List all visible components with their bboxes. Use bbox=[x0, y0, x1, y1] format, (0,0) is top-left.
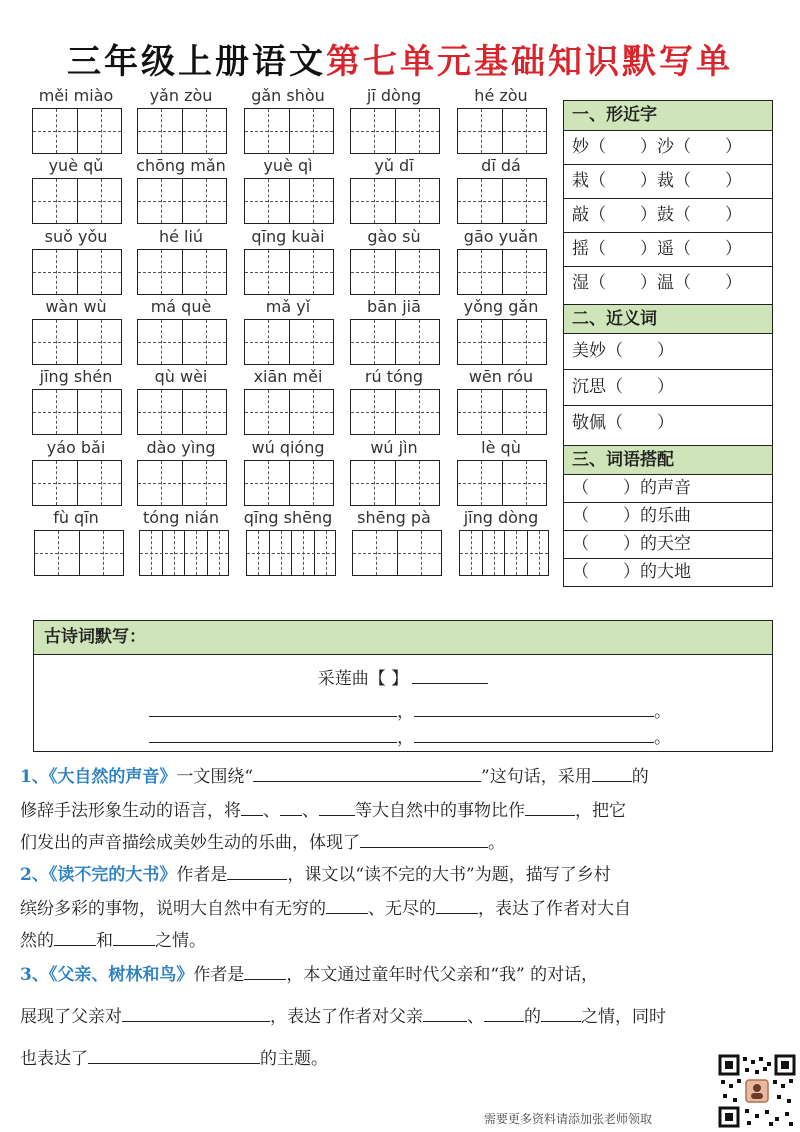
poem-line-2 bbox=[149, 723, 671, 748]
writing-box[interactable] bbox=[137, 108, 227, 154]
answer-blank[interactable] bbox=[360, 830, 488, 848]
writing-box[interactable] bbox=[457, 460, 547, 506]
pinyin-label: dào yìng bbox=[146, 438, 216, 457]
pinyin-label: yǒng gǎn bbox=[463, 297, 539, 316]
page-title bbox=[0, 34, 800, 83]
writing-box[interactable] bbox=[137, 460, 227, 506]
box-guide-horizontal bbox=[138, 201, 226, 202]
question-2-title: 2、《读不完的大书》 bbox=[20, 865, 177, 885]
box-guide-horizontal bbox=[458, 272, 546, 273]
writing-box[interactable] bbox=[137, 389, 227, 435]
q-text: 作者是 bbox=[176, 865, 228, 885]
q-text: 缤纷多彩的事物，说明大自然中有无穷的 bbox=[20, 899, 326, 919]
writing-box[interactable] bbox=[457, 108, 547, 154]
q-text: 也表达了 bbox=[20, 1049, 88, 1069]
box-guide-horizontal bbox=[140, 553, 228, 554]
box-guide-horizontal bbox=[351, 131, 439, 132]
box-guide-horizontal bbox=[247, 553, 335, 554]
section-jinyi-header: 二、近义词 bbox=[564, 304, 772, 334]
writing-box[interactable] bbox=[32, 319, 122, 365]
writing-box[interactable] bbox=[244, 460, 334, 506]
writing-box[interactable] bbox=[352, 530, 442, 576]
writing-box[interactable] bbox=[457, 389, 547, 435]
writing-box[interactable] bbox=[32, 178, 122, 224]
dapei-row[interactable]: （ ）的声音 bbox=[564, 475, 772, 503]
answer-blank[interactable] bbox=[423, 1004, 467, 1022]
box-guide-horizontal bbox=[351, 272, 439, 273]
q-text: 展现了父亲对 bbox=[20, 1007, 122, 1027]
q-text: ”这句话，采用 bbox=[481, 767, 592, 787]
box-guide-horizontal bbox=[33, 201, 121, 202]
box-guide-horizontal bbox=[33, 412, 121, 413]
question-2-line-2 bbox=[20, 892, 790, 926]
jinyi-row[interactable]: 沉思（ ） bbox=[564, 370, 772, 406]
pinyin-label: bān jiā bbox=[367, 297, 421, 316]
box-guide-horizontal bbox=[458, 342, 546, 343]
box-guide-horizontal bbox=[245, 131, 333, 132]
box-guide-horizontal bbox=[458, 483, 546, 484]
box-guide-horizontal bbox=[33, 272, 121, 273]
writing-box[interactable] bbox=[244, 108, 334, 154]
xingjin-row[interactable]: 摇（ ）遥（ ） bbox=[564, 233, 772, 267]
q-text: 和 bbox=[96, 931, 113, 951]
writing-box[interactable] bbox=[246, 530, 336, 576]
answer-blank[interactable] bbox=[88, 1046, 260, 1064]
pinyin-label: wú qióng bbox=[251, 438, 325, 457]
answer-blank[interactable] bbox=[592, 764, 632, 782]
box-guide-horizontal bbox=[245, 342, 333, 343]
writing-box[interactable] bbox=[137, 178, 227, 224]
pinyin-label: yǔ dī bbox=[374, 156, 414, 175]
writing-box[interactable] bbox=[244, 249, 334, 295]
pinyin-label: tóng nián bbox=[143, 508, 219, 527]
pinyin-label: lè qù bbox=[481, 438, 521, 457]
answer-blank[interactable] bbox=[319, 798, 355, 816]
answer-blank[interactable] bbox=[241, 798, 263, 816]
answer-blank[interactable] bbox=[484, 1004, 524, 1022]
xingjin-row[interactable]: 妙（ ）沙（ ） bbox=[564, 131, 772, 165]
q-text: 然的 bbox=[20, 931, 54, 951]
pinyin-label: qù wèi bbox=[154, 367, 208, 386]
poem-period: 。 bbox=[654, 702, 671, 722]
pinyin-writing-grid bbox=[28, 86, 558, 591]
q-text: 之情，同时 bbox=[581, 1007, 666, 1027]
poem-title bbox=[34, 664, 772, 689]
q-text: 的 bbox=[631, 767, 649, 787]
question-3-line-1 bbox=[20, 958, 790, 992]
q-text: 一文围绕“ bbox=[176, 767, 254, 787]
question-3-title: 3、《父亲、树林和鸟》 bbox=[20, 965, 194, 985]
q-text: 的 bbox=[524, 1007, 541, 1027]
q-text: 修辞手法形象生动的语言，将 bbox=[20, 801, 241, 821]
writing-box[interactable] bbox=[457, 319, 547, 365]
pinyin-label: hé zòu bbox=[474, 86, 528, 105]
answer-blank[interactable] bbox=[525, 798, 575, 816]
writing-box[interactable] bbox=[244, 178, 334, 224]
q-text: 、 bbox=[302, 801, 319, 821]
box-guide-horizontal bbox=[245, 483, 333, 484]
pinyin-label: hé liú bbox=[158, 227, 204, 246]
q-text: ，表达了作者对父亲 bbox=[270, 1007, 423, 1027]
q-text: 等大自然中的事物比作 bbox=[355, 801, 525, 821]
answer-blank[interactable] bbox=[113, 928, 155, 946]
box-guide-horizontal bbox=[351, 342, 439, 343]
poem-comma: ， bbox=[397, 702, 414, 722]
pinyin-label: má què bbox=[150, 297, 212, 316]
writing-box[interactable] bbox=[244, 389, 334, 435]
poem-blank[interactable] bbox=[414, 699, 654, 717]
q-text: 。 bbox=[488, 833, 505, 853]
answer-blank[interactable] bbox=[54, 928, 96, 946]
pinyin-label: jīng dòng bbox=[463, 508, 539, 527]
box-guide-horizontal bbox=[33, 131, 121, 132]
q-text: ，本文通过童年时代父亲和“我” 的对话， bbox=[286, 965, 599, 985]
q-text: 之情。 bbox=[155, 931, 206, 951]
answer-blank[interactable] bbox=[227, 862, 287, 880]
pinyin-label: jīng shén bbox=[39, 367, 113, 386]
writing-box[interactable] bbox=[32, 389, 122, 435]
pinyin-label: yuè qǔ bbox=[48, 156, 104, 175]
writing-box[interactable] bbox=[32, 108, 122, 154]
section-xingjin-header: 一、形近字 bbox=[564, 101, 772, 131]
q-text: ，课文以“读不完的大书”为题，描写了乡村 bbox=[287, 865, 611, 885]
box-guide-horizontal bbox=[138, 412, 226, 413]
q-text: ，表达了作者对大自 bbox=[478, 899, 631, 919]
answer-blank[interactable] bbox=[326, 896, 368, 914]
question-1-title: 1、《大自然的声音》 bbox=[20, 767, 177, 787]
writing-box[interactable] bbox=[139, 530, 229, 576]
pinyin-label: rú tóng bbox=[364, 367, 424, 386]
poem-comma: ， bbox=[397, 728, 414, 748]
box-guide-horizontal bbox=[245, 272, 333, 273]
pinyin-label: yáo bǎi bbox=[46, 438, 106, 457]
box-guide-horizontal bbox=[351, 483, 439, 484]
box-guide-horizontal bbox=[138, 483, 226, 484]
box-guide-horizontal bbox=[138, 272, 226, 273]
writing-box[interactable] bbox=[32, 249, 122, 295]
pinyin-label: shēng pà bbox=[357, 508, 431, 527]
pinyin-label: yuè qì bbox=[263, 156, 313, 175]
writing-box[interactable] bbox=[350, 249, 440, 295]
answer-blank[interactable] bbox=[244, 962, 286, 980]
pinyin-label: fù qīn bbox=[53, 508, 99, 527]
box-guide-horizontal bbox=[460, 553, 548, 554]
xingjin-row[interactable]: 栽（ ）裁（ ） bbox=[564, 165, 772, 199]
writing-box[interactable] bbox=[459, 530, 549, 576]
xingjin-row[interactable]: 敲（ ）鼓（ ） bbox=[564, 199, 772, 233]
box-guide-horizontal bbox=[351, 201, 439, 202]
box-guide-horizontal bbox=[33, 483, 121, 484]
box-guide-horizontal bbox=[245, 201, 333, 202]
xingjin-row[interactable]: 湿（ ）温（ ） bbox=[572, 273, 742, 293]
q-text: 、 bbox=[467, 1007, 484, 1027]
pinyin-label: měi miào bbox=[38, 86, 114, 105]
writing-box[interactable] bbox=[350, 108, 440, 154]
question-1-line-1 bbox=[20, 760, 790, 794]
qr-code-icon bbox=[718, 1054, 796, 1128]
question-1-line-3 bbox=[20, 826, 790, 860]
writing-box[interactable] bbox=[32, 460, 122, 506]
pinyin-label: xiān měi bbox=[253, 367, 323, 386]
pinyin-label: qīng kuài bbox=[251, 227, 325, 246]
footer-note: 需要更多资料请添加张老师领取 bbox=[484, 1112, 653, 1126]
question-2-line-3 bbox=[20, 924, 790, 958]
poem-blank[interactable] bbox=[149, 699, 397, 717]
poem-section bbox=[33, 620, 773, 752]
writing-box[interactable] bbox=[350, 319, 440, 365]
poem-period: 。 bbox=[654, 728, 671, 748]
answer-blank[interactable] bbox=[436, 896, 478, 914]
poem-line-1 bbox=[149, 697, 671, 722]
q-text: 作者是 bbox=[193, 965, 245, 985]
box-guide-horizontal bbox=[351, 412, 439, 413]
q-text: 的主题。 bbox=[260, 1049, 328, 1069]
pinyin-label: gǎn shòu bbox=[251, 86, 325, 105]
writing-box[interactable] bbox=[350, 178, 440, 224]
pinyin-label: chōng mǎn bbox=[136, 156, 226, 175]
poem-title-text: 采莲曲【 】 bbox=[317, 669, 409, 689]
answer-blank[interactable] bbox=[280, 798, 302, 816]
question-1-line-2 bbox=[20, 794, 790, 828]
box-guide-horizontal bbox=[138, 131, 226, 132]
pinyin-label: gāo yuǎn bbox=[463, 227, 539, 246]
pinyin-label: mǎ yǐ bbox=[265, 297, 311, 316]
question-3-line-3 bbox=[20, 1042, 790, 1076]
q-text: 、无尽的 bbox=[368, 899, 436, 919]
writing-box[interactable] bbox=[350, 460, 440, 506]
pinyin-label: wú jìn bbox=[370, 438, 418, 457]
box-guide-horizontal bbox=[458, 412, 546, 413]
box-guide-horizontal bbox=[458, 201, 546, 202]
question-2-line-1 bbox=[20, 858, 790, 892]
writing-box[interactable] bbox=[137, 249, 227, 295]
writing-box[interactable] bbox=[244, 319, 334, 365]
q-text: ，把它 bbox=[575, 801, 626, 821]
pinyin-label: yǎn zòu bbox=[149, 86, 213, 105]
box-guide-horizontal bbox=[353, 553, 441, 554]
pinyin-label: wàn wù bbox=[45, 297, 107, 316]
writing-box[interactable] bbox=[137, 319, 227, 365]
poem-header: 古诗词默写： bbox=[34, 621, 772, 655]
pinyin-label: qīng shēng bbox=[243, 508, 333, 527]
poem-author-blank[interactable] bbox=[412, 666, 488, 684]
box-guide-horizontal bbox=[458, 131, 546, 132]
box-guide-horizontal bbox=[33, 342, 121, 343]
jinyi-row[interactable]: 敬佩（ ） bbox=[572, 413, 674, 433]
section-dapei-header: 三、词语搭配 bbox=[564, 445, 772, 475]
writing-box[interactable] bbox=[457, 249, 547, 295]
writing-box[interactable] bbox=[457, 178, 547, 224]
title-black: 三年级上册语文 bbox=[67, 42, 326, 82]
answer-blank[interactable] bbox=[253, 764, 481, 782]
box-guide-horizontal bbox=[138, 342, 226, 343]
writing-box[interactable] bbox=[34, 530, 124, 576]
pinyin-label: jī dòng bbox=[366, 86, 422, 105]
pinyin-label: suǒ yǒu bbox=[44, 227, 108, 246]
title-red: 第七单元基础知识默写单 bbox=[326, 42, 733, 82]
jinyi-row[interactable]: 美妙（ ） bbox=[564, 334, 772, 370]
box-guide-horizontal bbox=[35, 553, 123, 554]
pinyin-label: wēn róu bbox=[468, 367, 534, 386]
answer-blank[interactable] bbox=[122, 1004, 270, 1022]
q-text: 、 bbox=[263, 801, 280, 821]
answer-blank[interactable] bbox=[541, 1004, 581, 1022]
q-text: 们发出的声音描绘成美妙生动的乐曲，体现了 bbox=[20, 833, 360, 853]
writing-box[interactable] bbox=[350, 389, 440, 435]
box-guide-horizontal bbox=[245, 412, 333, 413]
poem-blank[interactable] bbox=[149, 725, 397, 743]
right-panel bbox=[563, 100, 773, 587]
pinyin-label: dī dá bbox=[481, 156, 521, 175]
pinyin-label: gào sù bbox=[367, 227, 421, 246]
dapei-row[interactable]: （ ）的乐曲 bbox=[564, 503, 772, 531]
dapei-row[interactable]: （ ）的大地 bbox=[572, 562, 691, 582]
poem-blank[interactable] bbox=[414, 725, 654, 743]
question-3-line-2 bbox=[20, 1000, 790, 1034]
dapei-row[interactable]: （ ）的天空 bbox=[564, 531, 772, 559]
